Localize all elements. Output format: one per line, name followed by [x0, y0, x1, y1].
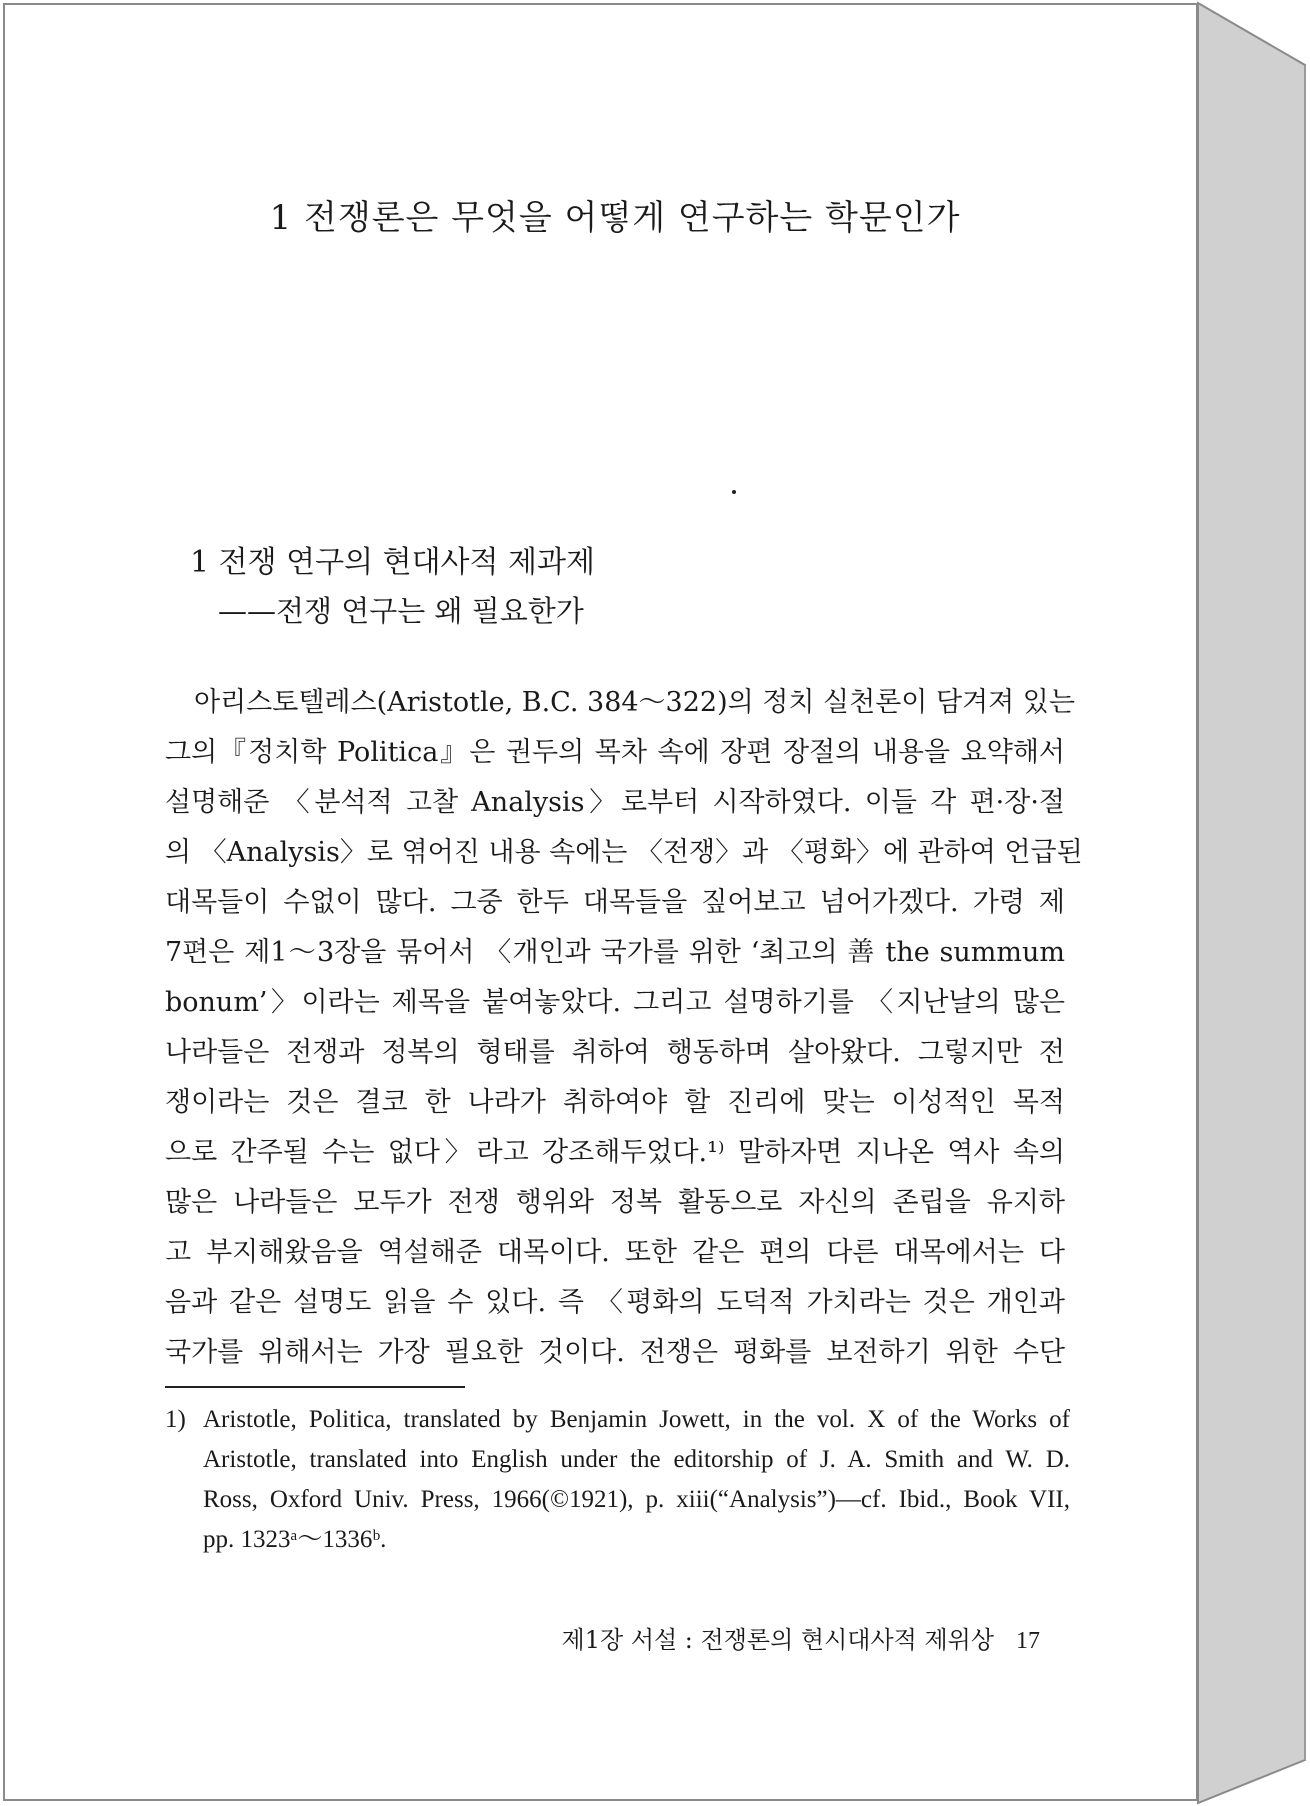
- page-footer: [562, 1620, 1040, 1655]
- print-speck: [732, 490, 736, 494]
- footnote: [165, 1400, 1070, 1560]
- section-subtitle: ——전쟁 연구는 왜 필요한가: [218, 594, 584, 628]
- chapter-title: 1 전쟁론은 무엇을 어떻게 연구하는 학문인가: [269, 198, 961, 238]
- book-spine: [1198, 3, 1305, 1803]
- section-heading: 1 전쟁 연구의 현대사적 제과제: [190, 545, 595, 580]
- body-line: 으로 간주될 수는 없다〉라고 강조해두었다.¹⁾ 말하자면 지나온 역사 속의: [165, 1137, 1065, 1168]
- body-line: 많은 나라들은 모두가 전쟁 행위와 정복 활동으로 자신의 존립을 유지하: [165, 1187, 1065, 1218]
- body-line: bonum’〉이라는 제목을 붙여놓았다. 그리고 설명하기를 〈지난날의 많은: [165, 987, 1065, 1018]
- body-line: 아리스토텔레스(Aristotle, B.C. 384～322)의 정치 실천론이 담겨져 있는: [194, 687, 1075, 718]
- running-head: 제1장 서설 : 전쟁론의 현시대사적 제위상: [561, 1626, 994, 1654]
- body-line: 국가를 위해서는 가장 필요한 것이다. 전쟁은 평화를 보전하기 위한 수단: [165, 1337, 1065, 1368]
- body-line: 설명해준 〈분석적 고찰 Analysis〉로부터 시작하였다. 이들 각 편·장·절: [165, 787, 1065, 818]
- footnote-line: Aristotle, Politica, translated by Benjamin Jowett, in the vol. X of the Works of: [203, 1406, 1070, 1433]
- footnote-divider: [165, 1386, 465, 1388]
- body-line: 7편은 제1～3장을 묶어서 〈개인과 국가를 위한 ‘최고의 善 the summum: [165, 937, 1065, 968]
- footnote-line: Aristotle, translated into English under the editorship of J. A. Smith and W. D.: [203, 1446, 1070, 1473]
- footnote-line: pp. 1323ᵃ～1336ᵇ.: [203, 1526, 387, 1553]
- body-line: 대목들이 수없이 많다. 그중 한두 대목들을 짚어보고 넘어가겠다. 가령 제: [165, 887, 1065, 918]
- body-line: 음과 같은 설명도 읽을 수 있다. 즉 〈평화의 도덕적 가치라는 것은 개인과: [165, 1287, 1065, 1318]
- body-line: 나라들은 전쟁과 정복의 형태를 취하여 행동하며 살아왔다. 그렇지만 전: [165, 1037, 1065, 1068]
- body-line: 그의『정치학 Politica』은 권두의 목차 속에 장편 장절의 내용을 요약해서: [165, 737, 1065, 768]
- body-text: [165, 678, 1083, 1378]
- body-line: 쟁이라는 것은 결코 한 나라가 취하여야 할 진리에 맞는 이성적인 목적: [165, 1087, 1065, 1118]
- footnote-line: Ross, Oxford Univ. Press, 1966(©1921), p. xiii(“Analysis”)—cf. Ibid., Book VII,: [203, 1486, 1070, 1513]
- footnote-number: 1): [165, 1406, 186, 1433]
- page-number: 17: [1016, 1628, 1040, 1654]
- body-line: 고 부지해왔음을 역설해준 대목이다. 또한 같은 편의 다른 대목에서는 다: [165, 1237, 1065, 1268]
- body-line: 의 〈Analysis〉로 엮어진 내용 속에는 〈전쟁〉과 〈평화〉에 관하여 언급된: [165, 837, 1083, 868]
